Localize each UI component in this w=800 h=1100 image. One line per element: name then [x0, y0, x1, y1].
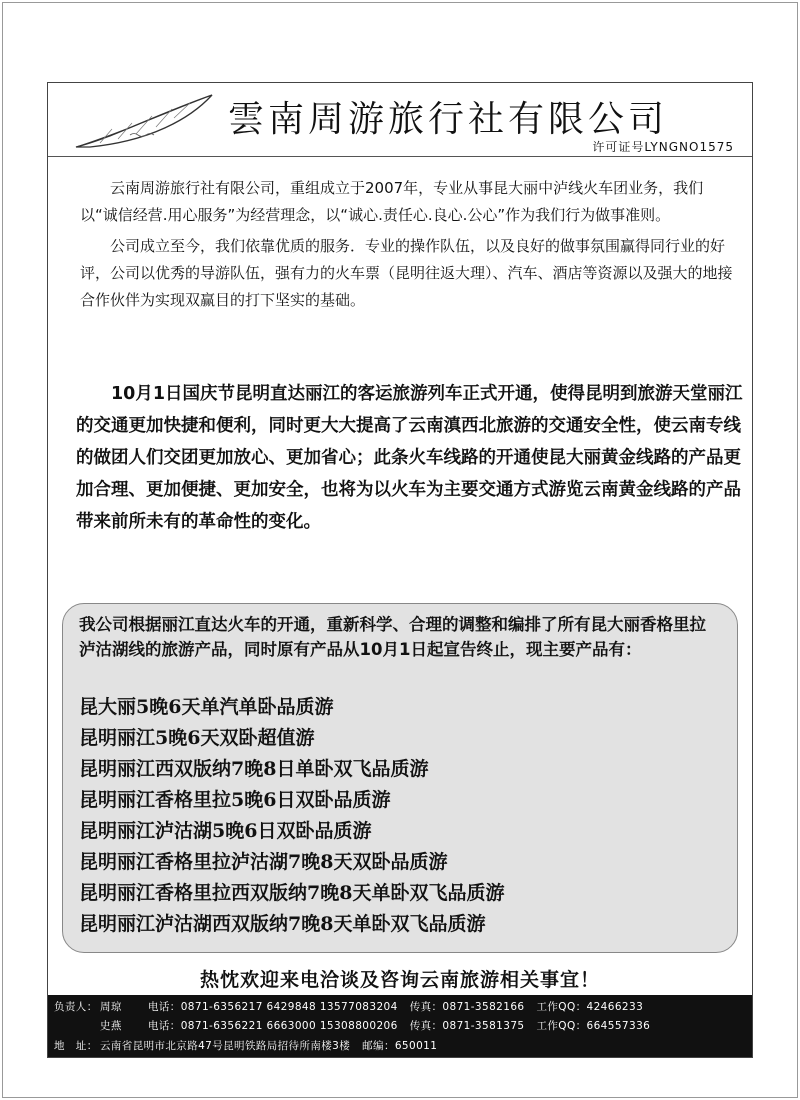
company-name: 雲南周游旅行社有限公司	[228, 99, 669, 140]
product-item: 昆明丽江5晚6天双卧超值游	[79, 727, 315, 749]
welcome-slogan: 热忱欢迎来电洽谈及咨询云南旅游相关事宜！	[199, 969, 600, 991]
product-item: 昆明丽江泸沽湖5晚6日双卧品质游	[79, 820, 372, 842]
train-announcement	[76, 378, 744, 538]
phone-label: 电话：	[148, 1020, 181, 1032]
contact-name-1: 周琼	[100, 1001, 122, 1013]
announcement-text: 10月1日国庆节昆明直达丽江的客运旅游列车正式开通，使得昆明到旅游天堂丽江的交通更加快捷和便利，同时更大大提高了云南滇西北旅游的交通安全性，使云南专线的做团人们交团更加放心、更加省心；此条火车线路的开通使昆大丽黄金线路的产品更加合理、更加便捷、更加安全，也将为以火车为主要交通方式游览云南黄金线路的产品带来前所未有的革命性的变化。	[76, 384, 743, 532]
contact-row-2	[54, 1018, 650, 1033]
phone-label: 电话：	[148, 1001, 181, 1013]
qq-label: 工作QQ：	[536, 1020, 587, 1032]
phone-numbers-1: 0871-6356217 6429848 13577083204	[180, 1001, 398, 1013]
flyer-sheet	[47, 82, 753, 1058]
contact-row-1	[54, 999, 643, 1014]
flyer-header	[48, 83, 752, 157]
contact-name-2: 史燕	[100, 1020, 122, 1032]
product-item: 昆明丽江香格里拉泸沽湖7晚8天双卧品质游	[79, 851, 448, 873]
qq-number-1: 42466233	[586, 1001, 644, 1013]
product-intro: 我公司根据丽江直达火车的开通，重新科学、合理的调整和编排了所有昆大丽香格里拉泸沽湖线的旅游产品，同时原有产品从10月1日起宣告终止，现主要产品有：	[79, 615, 706, 659]
address-text: 云南省昆明市北京路47号昆明铁路局招待所南楼3楼	[100, 1040, 351, 1052]
company-introduction	[80, 175, 740, 318]
qq-label: 工作QQ：	[536, 1001, 587, 1013]
contact-footer	[48, 995, 752, 1057]
postcode-label: 邮编：	[362, 1040, 395, 1052]
license-number: 许可证号LYNGNO1575	[592, 140, 734, 154]
product-item: 昆明丽江香格里拉5晚6日双卧品质游	[79, 789, 391, 811]
contact-row-3	[54, 1038, 437, 1053]
product-item: 昆明丽江西双版纳7晚8日单卧双飞品质游	[79, 758, 429, 780]
fax-number-1: 0871-3582166	[442, 1001, 525, 1013]
fax-label: 传真：	[409, 1001, 443, 1013]
address-label: 地 址：	[54, 1040, 98, 1052]
qq-number-2: 664557336	[586, 1020, 651, 1032]
responsible-label: 负责人：	[54, 1001, 98, 1013]
product-item: 昆明丽江香格里拉西双版纳7晚8天单卧双飞品质游	[79, 882, 505, 904]
product-item: 昆大丽5晚6天单汽单卧品质游	[79, 696, 334, 718]
postcode-text: 650011	[394, 1040, 438, 1052]
fax-label: 传真：	[409, 1020, 443, 1032]
feather-logo	[70, 89, 220, 153]
phone-numbers-2: 0871-6356221 6663000 15308800206	[180, 1020, 398, 1032]
fax-number-2: 0871-3581375	[442, 1020, 525, 1032]
intro-paragraph-1: 云南周游旅行社有限公司，重组成立于2007年，专业从事昆大丽中泸线火车团业务，我们以“诚信经营.用心服务”为经营理念，以“诚心.责任心.良心.公心”作为我们行为做事准则。	[80, 179, 704, 224]
product-panel	[62, 603, 738, 953]
product-list	[79, 692, 504, 940]
product-item: 昆明丽江泸沽湖西双版纳7晚8天单卧双飞品质游	[79, 913, 486, 935]
intro-paragraph-2: 公司成立至今，我们依靠优质的服务．专业的操作队伍，以及良好的做事氛围赢得同行业的好评，公司以优秀的导游队伍，强有力的火车票（昆明往返大理）、汽车、酒店等资源以及强大的地接合作伙伴为实现双赢目的打下坚实的基础。	[80, 237, 733, 309]
